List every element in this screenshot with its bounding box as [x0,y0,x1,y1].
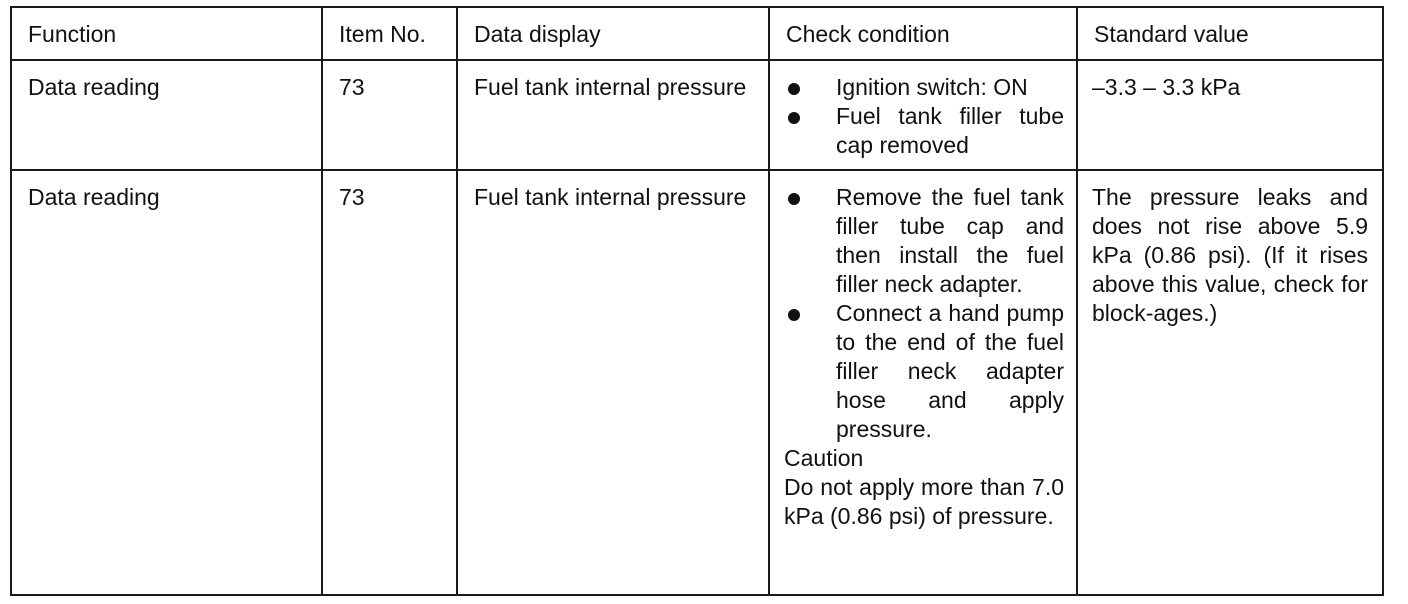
bullet-icon [788,309,800,321]
table-row [11,170,1383,595]
check-condition-text: Remove the fuel tank filler tube cap and then install the fuel filler neck adapter. [836,184,1064,297]
item-no-cell: 73 [322,170,457,595]
bullet-icon [788,112,800,124]
check-condition-text: Connect a hand pump to the end of the fuel filler neck adapter hose and apply pressure. [836,300,1064,442]
function-cell: Data reading [11,170,322,595]
check-condition-item [784,73,1064,102]
check-condition-item [784,102,1064,160]
bullet-icon [788,83,800,95]
standard-value-cell: The pressure leaks and does not rise above 5.9 kPa (0.86 psi). (If it rises above this value, check for block-ages.) [1077,170,1383,595]
caution-title: Caution [784,445,864,471]
header-row [11,7,1383,60]
header-function: Function [11,7,322,60]
check-condition-list [784,183,1064,444]
check-condition-cell [769,170,1077,595]
check-condition-cell [769,60,1077,170]
check-condition-item [784,299,1064,444]
header-check-condition: Check condition [769,7,1077,60]
check-condition-item [784,183,1064,299]
check-condition-text: Ignition switch: ON [836,74,1028,100]
function-cell: Data reading [11,60,322,170]
data-display-cell: Fuel tank internal pressure [457,170,769,595]
check-condition-text: Fuel tank filler tube cap removed [836,103,1064,158]
header-standard-value: Standard value [1077,7,1383,60]
bullet-icon [788,193,800,205]
check-condition-list [784,73,1064,160]
item-no-cell: 73 [322,60,457,170]
table-row [11,60,1383,170]
data-display-cell: Fuel tank internal pressure [457,60,769,170]
header-item-no: Item No. [322,7,457,60]
specification-table [10,6,1384,596]
header-data-display: Data display [457,7,769,60]
standard-value-cell: –3.3 – 3.3 kPa [1077,60,1383,170]
caution-text: Do not apply more than 7.0 kPa (0.86 psi) of pressure. [784,474,1064,529]
